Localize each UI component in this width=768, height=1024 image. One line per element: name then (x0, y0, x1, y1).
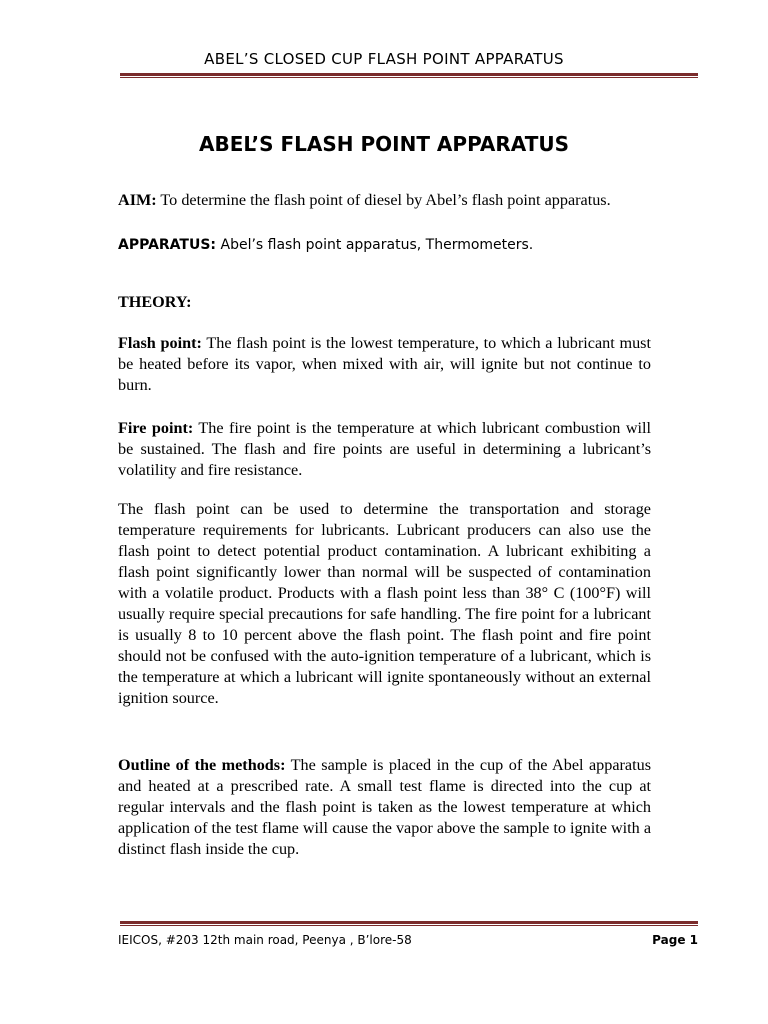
outline-text: The sample is placed in the cup of the Abel apparatus and heated at a prescribed rate. A small test flame is directed into the cup at regular intervals and the flash point is taken as the lowest temperature at which application of the test flame will cause the vapor above the sample to ignite with a distinct flash inside the cup. (118, 756, 651, 858)
page-number: Page 1 (652, 933, 698, 947)
flash-point-text: The flash point is the lowest temperature, to which a lubricant must be heated before its vapor, when mixed with air, will ignite but not continue to burn. (118, 334, 651, 394)
apparatus-label: APPARATUS: (118, 237, 217, 253)
outline-label: Outline of the methods: (118, 756, 286, 774)
header-rule (120, 73, 698, 78)
flash-point-paragraph (118, 333, 651, 396)
fire-point-text: The fire point is the temperature at which lubricant combustion will be sustained. The flash and fire points are useful in determining a lubricant’s volatility and fire resistance. (118, 419, 651, 479)
outline-paragraph (118, 755, 651, 860)
aim-text: To determine the flash point of diesel by Abel’s flash point apparatus. (156, 191, 611, 209)
aim-paragraph (118, 190, 651, 211)
footer-rule (120, 921, 698, 926)
flash-point-label: Flash point: (118, 334, 202, 352)
theory-heading-text: THEORY: (118, 293, 192, 311)
fire-point-label: Fire point: (118, 419, 194, 437)
apparatus-text: Abel’s flash point apparatus, Thermometers. (216, 237, 534, 253)
footer-address: IEICOS, #203 12th main road, Peenya , B’lore-58 (118, 933, 412, 947)
theory-heading (118, 292, 651, 313)
flash-point-usage-paragraph (118, 499, 651, 709)
apparatus-paragraph (118, 235, 651, 256)
fire-point-paragraph (118, 418, 651, 481)
running-header: ABEL’S CLOSED CUP FLASH POINT APPARATUS (204, 50, 564, 68)
flash-point-usage-text: The flash point can be used to determine the transportation and storage temperature requirements for lubricants. Lubricant producers can also use the flash point to detect potential product contamination. A lubricant exhibiting a flash point significantly lower than normal will be suspected of contamination with a volatile product. Products with a flash point less than 38° C (100°F) will usually require special precautions for safe handling. The fire point for a lubricant is usually 8 to 10 percent above the flash point. The flash point and fire point should not be confused with the auto-ignition temperature of a lubricant, which is the temperature at which a lubricant will ignite spontaneously without an external ignition source. (118, 500, 651, 707)
aim-label: AIM: (118, 191, 157, 209)
document-title: ABEL’S FLASH POINT APPARATUS (199, 132, 569, 156)
